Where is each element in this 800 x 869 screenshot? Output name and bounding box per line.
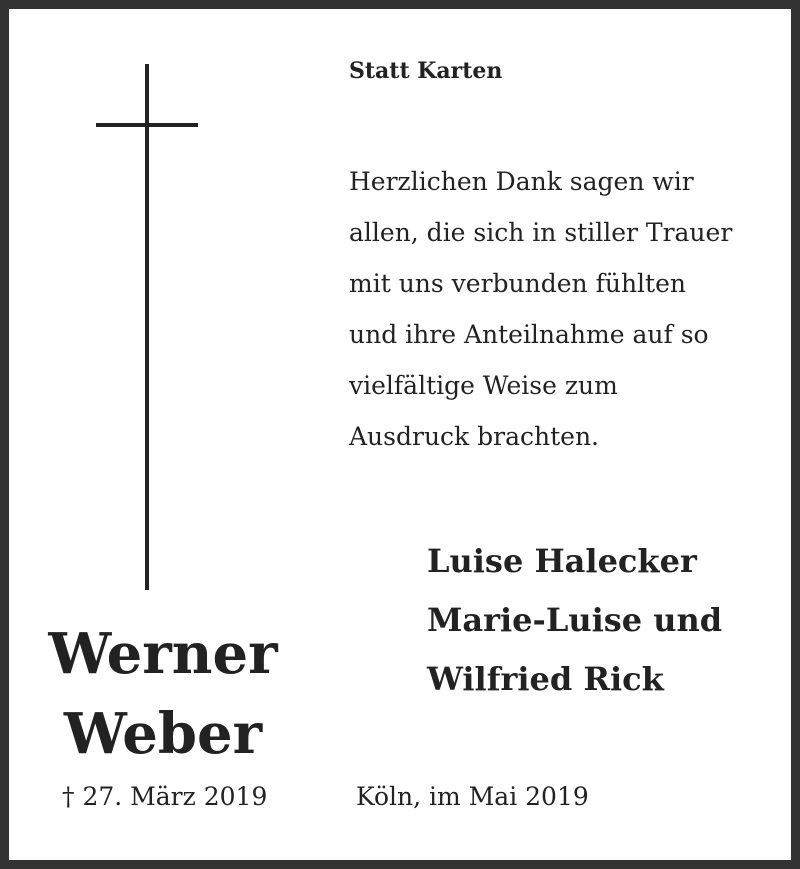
thanks-line: mit uns verbunden fühlten [349,269,686,298]
deceased-name [0,614,326,774]
signatory-line: Marie-Luise und [427,601,723,639]
thanks-line: und ihre Anteilnahme auf so [349,320,709,349]
deceased-first-name: Werner [48,621,278,687]
death-date: † 27. März 2019 [62,782,268,811]
thanks-line: Herzlichen Dank sagen wir [349,167,694,196]
place-date: Köln, im Mai 2019 [356,782,589,811]
deceased-last-name: Weber [63,701,263,767]
thanks-text [349,156,732,462]
signatories [427,532,722,709]
cross-vertical-bar [145,64,149,590]
thanks-line: allen, die sich in stiller Trauer [349,218,733,247]
thanks-line: Ausdruck brachten. [349,422,599,451]
signatory-line: Wilfried Rick [427,660,664,698]
header-statt-karten: Statt Karten [349,58,503,84]
thanks-line: vielfältige Weise zum [349,371,618,400]
signatory-line: Luise Halecker [427,542,697,580]
cross-horizontal-bar [96,123,198,127]
